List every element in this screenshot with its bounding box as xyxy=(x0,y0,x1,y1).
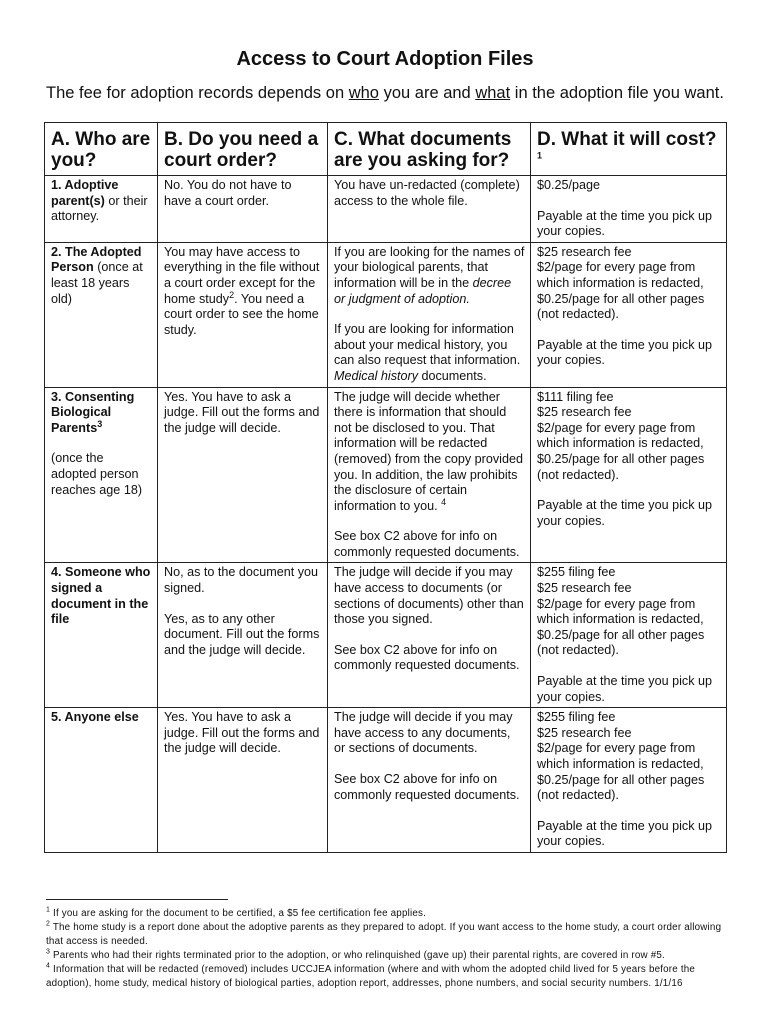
row4-d5: Payable at the time you pick up your copies. xyxy=(537,674,713,704)
intro-part3: in the adoption file you want. xyxy=(510,84,724,102)
row2-c1 xyxy=(334,245,525,307)
row2-b1 xyxy=(164,245,322,339)
row5-d1: $255 filing fee xyxy=(537,710,616,725)
row4-d4: $0.25/page for all other pages (not redacted). xyxy=(537,627,705,658)
row3-c2: See box C2 above for info on commonly requested documents. xyxy=(334,529,520,559)
intro-what: what xyxy=(475,84,511,102)
row4-documents xyxy=(328,563,531,708)
row3-who xyxy=(45,387,158,563)
row5-d5: Payable at the time you pick up your copies. xyxy=(537,818,713,849)
row5-who xyxy=(45,708,158,853)
row4-c2: See box C2 above for info on commonly requested documents. xyxy=(334,642,520,673)
footnote-1 xyxy=(46,907,726,921)
row2-who-bold: 2. The Adopted Person xyxy=(51,244,142,275)
footnote-ref: 3 xyxy=(97,418,103,429)
row2-c2a: If you are looking for information about your medical history, you can also request that information. xyxy=(334,322,521,368)
row5-d3: $2/page for every page from which information is redacted, xyxy=(537,741,704,771)
row3-court-order xyxy=(158,387,328,563)
header-documents: C. What documents are you asking for? xyxy=(328,123,531,176)
row5-d4: $0.25/page for all other pages (not redacted). xyxy=(537,772,705,803)
footnote-2 xyxy=(46,921,726,949)
row4-court-order xyxy=(158,563,328,708)
row3-who-note: (once the adopted person reaches age 18) xyxy=(51,451,143,497)
row4-d2: $25 research fee xyxy=(537,581,632,596)
header-cost xyxy=(531,123,727,176)
row3-c1-text: The judge will decide whether there is information that should not be disclosed to you. That information will be redacted (removed) from the copy provided you. In addition, the law prohibits the disclosure of certain information to you. xyxy=(334,389,523,513)
row5-documents xyxy=(328,708,531,853)
row3-d2: $25 research fee xyxy=(537,405,632,420)
row4-who-bold: 4. Someone who signed a document in the file xyxy=(51,565,151,627)
table-row xyxy=(45,242,727,387)
row1-court-order xyxy=(158,176,328,243)
footnote-divider xyxy=(46,899,228,900)
page-title: Access to Court Adoption Files xyxy=(236,48,534,70)
footnote-num: 2 xyxy=(46,920,51,928)
row3-c1 xyxy=(334,390,525,515)
row1-who-bold: 1. Adoptive parent(s) xyxy=(51,178,119,208)
footnote-ref: 4 xyxy=(441,496,447,507)
footnote-num: 3 xyxy=(46,948,51,956)
row4-d1: $255 filing fee xyxy=(537,565,616,580)
row2-documents xyxy=(328,242,531,387)
row3-cost xyxy=(531,387,727,563)
row5-cost xyxy=(531,708,727,853)
row5-d2: $25 research fee xyxy=(537,725,632,740)
row2-cost xyxy=(531,242,727,387)
table-row xyxy=(45,176,727,243)
row3-d5: Payable at the time you pick up your copies. xyxy=(537,498,713,528)
footnote-ref: 2 xyxy=(229,289,235,300)
row1-d1: $0.25/page xyxy=(537,178,601,192)
row5-c1: The judge will decide if you may have access to any documents, or sections of documents. xyxy=(334,710,513,756)
row1-d2: Payable at the time you pick up your copies. xyxy=(537,208,713,239)
row3-d4: $0.25/page for all other pages (not redacted). xyxy=(537,451,705,482)
intro-part1: The fee for adoption records depends on xyxy=(46,84,349,102)
row2-c2 xyxy=(334,322,525,384)
row2-court-order xyxy=(158,242,328,387)
footnote-num: 4 xyxy=(46,962,51,970)
header-cost-label: D. What it will cost? xyxy=(537,129,717,150)
row3-b1: Yes. You have to ask a judge. Fill out the forms and the judge will decide. xyxy=(164,389,320,435)
row2-b1a: You may have access to everything in the file without a court order except for the home study xyxy=(164,244,320,306)
intro-who: who xyxy=(348,84,379,102)
footnote-3 xyxy=(46,949,726,963)
footnote-4 xyxy=(46,963,726,991)
row3-d1: $111 filing fee xyxy=(537,389,614,404)
row3-who-title xyxy=(51,390,152,437)
row2-c1-ital: decree or judgment of adoption. xyxy=(334,275,512,306)
header-who: A. Who are you? xyxy=(45,123,158,176)
intro-part2: you are and xyxy=(379,84,476,102)
row1-who-rest: or their attorney. xyxy=(51,193,148,224)
row2-d4: Payable at the time you pick up your copies. xyxy=(537,337,713,368)
row4-who xyxy=(45,563,158,708)
row3-documents xyxy=(328,387,531,563)
row1-b1: No. You do not have to have a court order. xyxy=(164,178,292,208)
table-row xyxy=(45,563,727,708)
table-row xyxy=(45,708,727,853)
row1-documents xyxy=(328,176,531,243)
row2-who xyxy=(45,242,158,387)
header-court-order: B. Do you need a court order? xyxy=(158,123,328,176)
row2-c2-ital: Medical history xyxy=(334,368,418,383)
footnote-text: Information that will be redacted (removed) includes UCCJEA information (where and with whom the adopted child lived for 5 years before the adoption), home study, medical history of biological parties, adoption report, addresses, phone numbers, and social security numbers. 1/1/16 xyxy=(46,964,696,989)
footnote-ref: 1 xyxy=(537,150,543,161)
row2-d1: $25 research fee xyxy=(537,244,632,259)
footnotes xyxy=(46,907,726,991)
intro-text xyxy=(46,84,724,103)
footnote-text: If you are asking for the document to be certified, a $5 fee certification fee applies. xyxy=(50,908,427,919)
row4-c1: The judge will decide if you may have access to documents (or sections of documents) other than those you signed. xyxy=(334,565,524,627)
row4-d3: $2/page for every page from which information is redacted, xyxy=(537,596,704,627)
row3-d3: $2/page for every page from which information is redacted, xyxy=(537,420,704,451)
row1-c1: You have un-redacted (complete) access to the whole file. xyxy=(334,178,520,208)
footnote-text: Parents who had their rights terminated prior to the adoption, or who relinquished (gave up) their parental rights, are covered in row #5. xyxy=(50,950,665,961)
row2-d3: $0.25/page for all other pages (not redacted). xyxy=(537,291,705,322)
row5-court-order xyxy=(158,708,328,853)
table-header-row xyxy=(45,123,727,176)
row3-who-bold: 3. Consenting Biological Parents xyxy=(51,389,135,435)
row5-c2: See box C2 above for info on commonly requested documents. xyxy=(334,772,520,802)
row1-who xyxy=(45,176,158,243)
row4-b2: Yes, as to any other document. Fill out the forms and the judge will decide. xyxy=(164,611,320,657)
footnote-num: 1 xyxy=(46,906,51,914)
row5-who-bold: 5. Anyone else xyxy=(51,710,139,725)
row1-cost xyxy=(531,176,727,243)
fee-table xyxy=(44,122,727,853)
table-row xyxy=(45,387,727,563)
row5-b1: Yes. You have to ask a judge. Fill out the forms and the judge will decide. xyxy=(164,710,320,756)
footnote-text: The home study is a report done about the adoptive parents as they prepared to adopt. If you want access to the home study, a court order allowing that access is needed. xyxy=(46,922,722,947)
row2-d2: $2/page for every page from which information is redacted, xyxy=(537,260,704,290)
row2-c1a: If you are looking for the names of your biological parents, that information will be in the xyxy=(334,244,525,290)
row2-who-rest: (once at least 18 years old) xyxy=(51,260,143,306)
row2-c2b: documents. xyxy=(418,368,487,383)
row4-b1: No, as to the document you signed. xyxy=(164,565,319,596)
row4-cost xyxy=(531,563,727,708)
row2-b1b: . You need a court order to see the home study. xyxy=(164,291,319,337)
